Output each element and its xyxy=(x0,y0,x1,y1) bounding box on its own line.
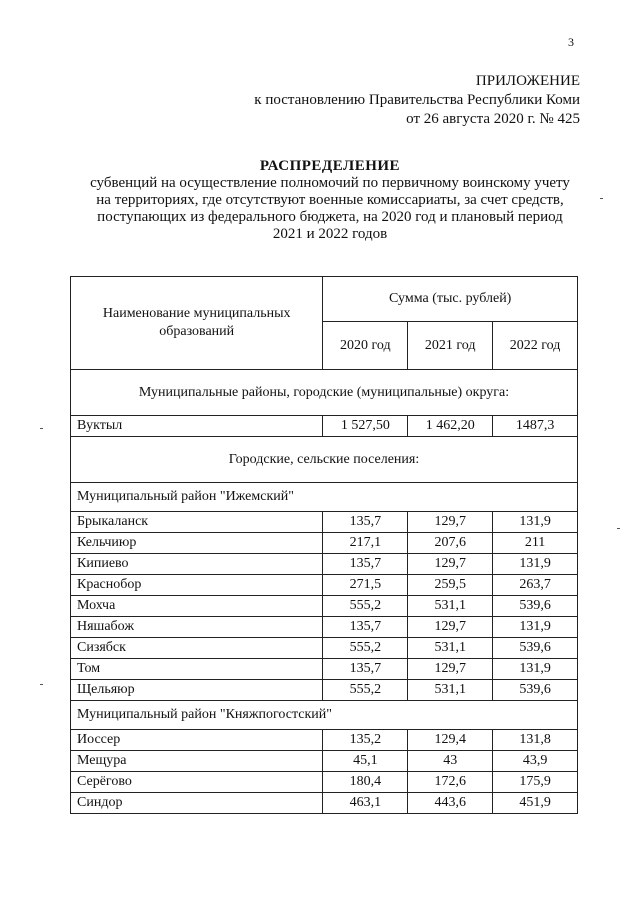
table-row xyxy=(71,772,578,793)
value-2022: 43,9 xyxy=(493,751,578,772)
section-districts: Муниципальные районы, городские (муниципальные) округа: xyxy=(71,370,578,416)
section-row xyxy=(71,437,578,483)
appendix-block xyxy=(254,72,580,129)
value-2020: 135,7 xyxy=(323,554,408,575)
value-2021: 129,7 xyxy=(408,617,493,638)
appendix-resolution: к постановлению Правительства Республики Коми xyxy=(254,92,580,108)
value-2022: 539,6 xyxy=(493,596,578,617)
table-row xyxy=(71,659,578,680)
value-2020: 463,1 xyxy=(323,793,408,814)
table-row xyxy=(71,730,578,751)
value-2020: 135,7 xyxy=(323,659,408,680)
value-2021: 531,1 xyxy=(408,596,493,617)
row-name: Кипиево xyxy=(71,554,323,575)
value-2022: 131,8 xyxy=(493,730,578,751)
appendix-date: от 26 августа 2020 г. № 425 xyxy=(406,111,580,127)
value-2021: 531,1 xyxy=(408,638,493,659)
row-name: Кельчиюр xyxy=(71,533,323,554)
page-number: 3 xyxy=(568,35,574,49)
subsidy-table xyxy=(70,276,578,814)
value-2021: 259,5 xyxy=(408,575,493,596)
table-row xyxy=(71,554,578,575)
appendix-title: ПРИЛОЖЕНИЕ xyxy=(475,73,580,89)
value-2020: 180,4 xyxy=(323,772,408,793)
row-name: Том xyxy=(71,659,323,680)
value-2021: 443,6 xyxy=(408,793,493,814)
district-knyazhpogost: Муниципальный район "Княжпогостский" xyxy=(71,701,578,730)
value-2020: 555,2 xyxy=(323,638,408,659)
value-2020: 135,2 xyxy=(323,730,408,751)
value-2022: 539,6 xyxy=(493,680,578,701)
value-2021: 129,7 xyxy=(408,512,493,533)
heading-line-3: поступающих из федерального бюджета, на 2020 год и плановый период xyxy=(97,209,563,225)
table-row xyxy=(71,751,578,772)
value-2021: 129,7 xyxy=(408,554,493,575)
heading-line-1: субвенций на осуществление полномочий по первичному воинскому учету xyxy=(90,175,570,191)
row-name: Вуктыл xyxy=(71,416,323,437)
row-name: Мохча xyxy=(71,596,323,617)
table-row xyxy=(71,416,578,437)
scan-mark xyxy=(617,528,620,529)
value-2020: 555,2 xyxy=(323,680,408,701)
value-2021: 172,6 xyxy=(408,772,493,793)
table-row xyxy=(71,617,578,638)
table-row xyxy=(71,793,578,814)
district-row xyxy=(71,701,578,730)
year-2020-header: 2020 год xyxy=(323,322,408,370)
scan-mark xyxy=(40,428,43,429)
col-name-header: Наименование муниципальных образований xyxy=(71,277,323,370)
value-2022: 175,9 xyxy=(493,772,578,793)
value-2021: 207,6 xyxy=(408,533,493,554)
year-2021-header: 2021 год xyxy=(408,322,493,370)
value-2022: 1487,3 xyxy=(493,416,578,437)
value-2022: 539,6 xyxy=(493,638,578,659)
heading-title: РАСПРЕДЕЛЕНИЕ xyxy=(259,158,401,174)
row-name: Щельяюр xyxy=(71,680,323,701)
value-2020: 45,1 xyxy=(323,751,408,772)
value-2020: 1 527,50 xyxy=(323,416,408,437)
table-row xyxy=(71,638,578,659)
col-sum-header: Сумма (тыс. рублей) xyxy=(323,277,578,322)
value-2020: 135,7 xyxy=(323,512,408,533)
value-2022: 131,9 xyxy=(493,659,578,680)
row-name: Синдор xyxy=(71,793,323,814)
value-2022: 263,7 xyxy=(493,575,578,596)
row-name: Няшабож xyxy=(71,617,323,638)
row-name: Иоссер xyxy=(71,730,323,751)
district-row xyxy=(71,483,578,512)
table-row xyxy=(71,533,578,554)
row-name: Брыкаланск xyxy=(71,512,323,533)
document-heading xyxy=(40,158,620,243)
value-2021: 129,7 xyxy=(408,659,493,680)
value-2020: 271,5 xyxy=(323,575,408,596)
value-2022: 211 xyxy=(493,533,578,554)
heading-line-2: на территориях, где отсутствуют военные комиссариаты, за счет средств, xyxy=(96,192,564,208)
value-2020: 135,7 xyxy=(323,617,408,638)
row-name: Сизябск xyxy=(71,638,323,659)
value-2022: 131,9 xyxy=(493,512,578,533)
row-name: Краснобор xyxy=(71,575,323,596)
scan-mark xyxy=(600,198,603,199)
value-2021: 129,4 xyxy=(408,730,493,751)
header-row xyxy=(71,277,578,322)
scan-mark xyxy=(40,684,43,685)
value-2022: 131,9 xyxy=(493,554,578,575)
section-settlements: Городские, сельские поселения: xyxy=(71,437,578,483)
table-row xyxy=(71,512,578,533)
section-row xyxy=(71,370,578,416)
value-2021: 43 xyxy=(408,751,493,772)
table-row xyxy=(71,596,578,617)
heading-line-4: 2021 и 2022 годов xyxy=(272,226,388,242)
value-2020: 217,1 xyxy=(323,533,408,554)
district-izhma: Муниципальный район "Ижемский" xyxy=(71,483,578,512)
value-2021: 531,1 xyxy=(408,680,493,701)
row-name: Серёгово xyxy=(71,772,323,793)
year-2022-header: 2022 год xyxy=(493,322,578,370)
table-row xyxy=(71,575,578,596)
row-name: Мещура xyxy=(71,751,323,772)
value-2021: 1 462,20 xyxy=(408,416,493,437)
value-2022: 131,9 xyxy=(493,617,578,638)
table-row xyxy=(71,680,578,701)
value-2022: 451,9 xyxy=(493,793,578,814)
value-2020: 555,2 xyxy=(323,596,408,617)
